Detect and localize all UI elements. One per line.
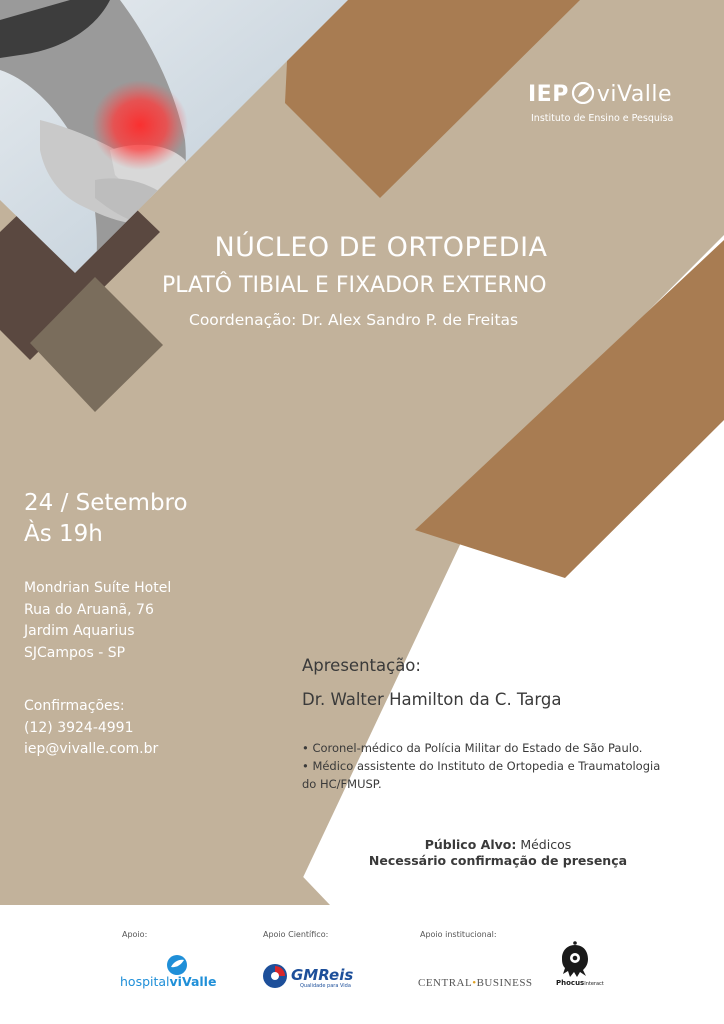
interact-text: Interact	[584, 981, 604, 987]
business-text: BUSINESS	[476, 977, 533, 989]
leaf-icon	[570, 82, 596, 104]
venue-city: SJCampos - SP	[24, 644, 126, 661]
credential-item: • Médico assistente do Instituto de Ortopedia e Traumatologia	[302, 759, 661, 773]
venue-address	[24, 578, 171, 664]
dot-icon: •	[472, 977, 477, 989]
confirmations-email: iep@vivalle.com.br	[24, 741, 159, 757]
venue-street: Rua do Aruanã, 76	[24, 601, 154, 618]
confirmations-phone: (12) 3924-4991	[24, 719, 134, 736]
event-title: NÚCLEO DE ORTOPEDIA	[214, 232, 548, 263]
apoio-institucional-label: Apoio institucional:	[420, 930, 497, 939]
central-text: CENTRAL	[418, 977, 473, 989]
iep-vivalle-logo	[528, 82, 706, 134]
event-datetime	[24, 488, 188, 550]
audience-line	[0, 836, 724, 853]
audience-note: Necessário confirmação de presença	[368, 853, 628, 868]
apoio-label: Apoio:	[122, 930, 148, 939]
apoio-cientifico-label: Apoio Científico:	[263, 930, 329, 939]
central-business-logo	[418, 977, 533, 989]
credential-item: • Coronel-médico da Polícia Militar do Estado de São Paulo.	[302, 741, 643, 755]
globe-icon	[166, 954, 188, 976]
phocus-text: Phocus	[556, 979, 585, 987]
event-date: 24 / Setembro	[24, 490, 188, 516]
hospital-text: hospital	[120, 974, 170, 989]
logo-subtitle: Instituto de Ensino e Pesquisa	[531, 113, 674, 124]
confirmations-label: Confirmações:	[24, 698, 125, 714]
event-subtitle: PLATÔ TIBIAL E FIXADOR EXTERNO	[162, 273, 547, 298]
gmreis-tagline: Qualidade para Vida	[300, 983, 351, 989]
gmreis-text: GMReis	[291, 966, 354, 984]
gmreis-emblem-icon	[262, 963, 288, 989]
octopus-icon	[558, 941, 592, 979]
confirmations-block	[24, 696, 158, 761]
vivalle-text: viValle	[169, 974, 217, 989]
event-time: Às 19h	[24, 521, 103, 547]
logo-iep-text: IEP	[528, 82, 569, 107]
speaker-name: Dr. Walter Hamilton da C. Targa	[302, 690, 562, 709]
speaker-credentials	[302, 739, 660, 793]
venue-district: Jardim Aquarius	[24, 623, 135, 639]
logo-vivalle-text: viValle	[596, 82, 673, 107]
audience-label: Público Alvo:	[424, 837, 517, 852]
presentation-label: Apresentação:	[302, 656, 421, 675]
coordination-text: Coordenação: Dr. Alex Sandro P. de Freitas	[189, 311, 519, 329]
venue-name: Mondrian Suíte Hotel	[24, 580, 172, 596]
audience-value: Médicos	[516, 837, 572, 852]
credential-item: do HC/FMUSP.	[302, 777, 382, 791]
